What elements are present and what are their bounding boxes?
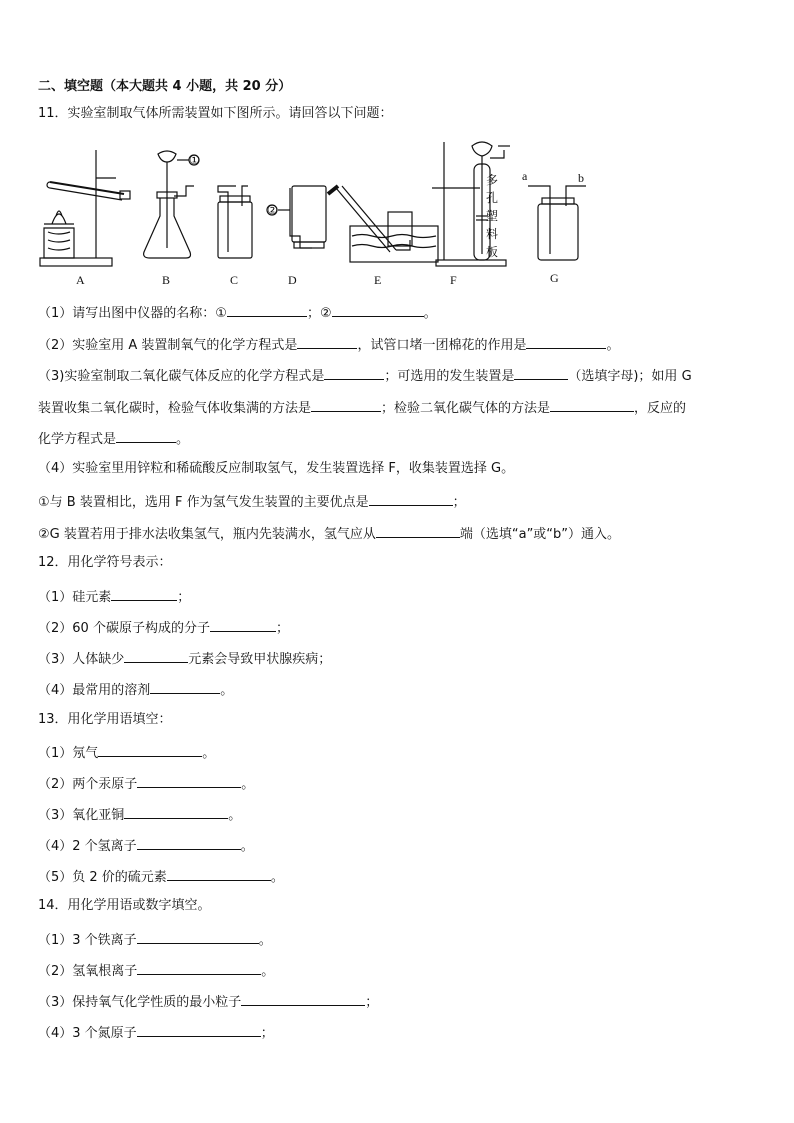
answer-blank[interactable]: [137, 929, 259, 944]
q11-p3-text-h: 。: [176, 432, 190, 447]
apparatus-f-drawing: [432, 142, 510, 266]
label-d: D: [288, 273, 297, 287]
q14-item-3: [38, 991, 378, 1012]
q11-p3-text-a: （3)实验室制取二氧化碳气体反应的化学方程式是: [38, 369, 325, 384]
q12-item-3-end: 元素会导致甲状腺疾病；: [188, 652, 332, 667]
answer-blank[interactable]: [241, 991, 365, 1006]
answer-blank[interactable]: [210, 617, 276, 632]
answer-blank[interactable]: [137, 960, 261, 975]
q14-item-3-text: （3）保持氧气化学性质的最小粒子: [38, 995, 242, 1010]
q14-item-4-text: （4）3 个氮原子: [38, 1026, 137, 1041]
q11-p3-text-d: 装置收集二氧化碳时，检验气体收集满的方法是: [38, 401, 312, 416]
q12-item-3: [38, 648, 331, 669]
apparatus-b-drawing: [144, 151, 199, 258]
answer-blank[interactable]: [514, 365, 568, 380]
apparatus-e-drawing: [328, 186, 438, 262]
label-a: A: [76, 273, 85, 287]
answer-blank[interactable]: [111, 586, 177, 601]
q11-p2-text-c: 。: [606, 338, 620, 353]
q13-item-3: [38, 804, 241, 825]
q11-stem: 11．实验室制取气体所需装置如下图所示。请回答以下问题：: [38, 106, 393, 121]
answer-blank[interactable]: [311, 397, 381, 412]
q13-stem: 13．用化学用语填空：: [38, 712, 172, 727]
answer-blank[interactable]: [137, 1022, 261, 1037]
q14-item-2-text: （2）氢氧根离子: [38, 964, 138, 979]
q11-part-4-2: [38, 523, 620, 544]
port-b-label: b: [578, 171, 584, 185]
q14-item-4: [38, 1022, 274, 1043]
q13-item-5-text: （5）负 2 价的硫元素: [38, 870, 167, 885]
apparatus-g-drawing: [528, 186, 586, 260]
marker-1: ①: [189, 153, 200, 167]
q11-part-1: [38, 302, 437, 323]
answer-blank[interactable]: [137, 773, 241, 788]
q13-item-5: [38, 866, 284, 887]
q14-stem: 14．用化学用语或数字填空。: [38, 898, 211, 913]
q11-part-2: [38, 334, 619, 355]
q12-item-4: [38, 679, 233, 700]
apparatus-d-drawing: [267, 186, 326, 248]
apparatus-c-drawing: [218, 186, 252, 258]
answer-blank[interactable]: [124, 648, 188, 663]
apparatus-figure: [38, 136, 598, 288]
answer-blank[interactable]: [324, 365, 384, 380]
q14-item-4-end: ；: [260, 1026, 274, 1041]
q13-item-2-text: （2）两个汞原子: [38, 777, 138, 792]
label-e: E: [374, 273, 382, 287]
q12-item-3-text: （3）人体缺少: [38, 652, 125, 667]
q11-p1-text-a: （1）请写出图中仪器的名称：①: [38, 306, 227, 321]
answer-blank[interactable]: [369, 491, 453, 506]
q11-p2-text-a: （2）实验室用 A 装置制氧气的化学方程式是: [38, 338, 298, 353]
q11-part-3-line-1: [38, 365, 692, 386]
answer-blank[interactable]: [116, 428, 176, 443]
q11-p3-text-e: ；检验二氧化碳气体的方法是: [381, 401, 551, 416]
port-a-label: a: [522, 169, 528, 183]
apparatus-a-drawing: [40, 150, 130, 266]
plate-text-1: 多: [486, 173, 499, 187]
plate-text-3: 塑: [486, 209, 499, 223]
q12-item-1-text: （1）硅元素: [38, 590, 112, 605]
answer-blank[interactable]: [137, 835, 241, 850]
q12-item-4-text: （4）最常用的溶剂: [38, 683, 151, 698]
q13-item-5-end: 。: [270, 870, 284, 885]
q14-item-1: [38, 929, 272, 950]
q11-p3-text-g: 化学方程式是: [38, 432, 117, 447]
q13-item-4: [38, 835, 254, 856]
q12-item-1: [38, 586, 190, 607]
marker-2: ②: [267, 203, 278, 217]
q13-item-2-end: 。: [241, 777, 255, 792]
q11-p3-text-f: ，反应的: [634, 401, 687, 416]
q11-p4-2-text-b: 端（选填“a”或“b”）通入。: [459, 527, 621, 542]
label-f: F: [450, 273, 457, 287]
label-b: B: [162, 273, 171, 287]
q11-p4-2-text-a: ②G 装置若用于排水法收集氢气，瓶内先装满水，氢气应从: [38, 527, 376, 542]
q14-item-2-end: 。: [261, 964, 275, 979]
answer-blank[interactable]: [526, 334, 606, 349]
q11-part-3-line-3: [38, 428, 189, 449]
q11-p4-1-text-a: ①与 B 装置相比，选用 F 作为氢气发生装置的主要优点是: [38, 495, 369, 510]
q12-stem: 12．用化学符号表示：: [38, 555, 172, 570]
answer-blank[interactable]: [332, 302, 424, 317]
q13-item-1-end: 。: [202, 746, 216, 761]
section-heading: 二、填空题（本大题共 4 小题，共 20 分）: [38, 79, 292, 94]
q11-p3-text-c: （选填字母)；如用 G: [568, 369, 692, 384]
q14-item-1-text: （1）3 个铁离子: [38, 933, 137, 948]
q12-item-4-end: 。: [220, 683, 234, 698]
q12-item-2-text: （2）60 个碳原子构成的分子: [38, 621, 210, 636]
q13-item-4-end: 。: [240, 839, 254, 854]
q11-p3-text-b: ；可选用的发生装置是: [384, 369, 515, 384]
q13-item-2: [38, 773, 254, 794]
answer-blank[interactable]: [297, 334, 357, 349]
q12-item-1-end: ；: [177, 590, 191, 605]
answer-blank[interactable]: [150, 679, 220, 694]
q13-item-3-text: （3）氧化亚铜: [38, 808, 125, 823]
q11-p1-text-b: ；②: [306, 306, 332, 321]
answer-blank[interactable]: [98, 742, 202, 757]
plate-text-5: 板: [486, 245, 499, 259]
q14-item-2: [38, 960, 274, 981]
label-c: C: [230, 273, 239, 287]
q11-part-3-line-2: [38, 397, 686, 418]
q14-item-1-end: 。: [258, 933, 272, 948]
q11-p2-text-b: ，试管口堵一团棉花的作用是: [357, 338, 527, 353]
q14-item-3-end: ；: [365, 995, 379, 1010]
answer-blank[interactable]: [376, 523, 460, 538]
label-g: G: [550, 271, 559, 285]
q11-part-4-1: [38, 491, 466, 512]
answer-blank[interactable]: [167, 866, 271, 881]
q12-item-2-end: ；: [275, 621, 289, 636]
q13-item-4-text: （4）2 个氢离子: [38, 839, 137, 854]
q12-item-2: [38, 617, 289, 638]
q11-p4-1-text-b: ；: [452, 495, 466, 510]
plate-text-4: 料: [486, 227, 499, 241]
q13-item-1-text: （1）氖气: [38, 746, 99, 761]
plate-text-2: 孔: [486, 191, 499, 205]
answer-blank[interactable]: [227, 302, 307, 317]
q13-item-1: [38, 742, 215, 763]
q11-part-4: （4）实验室里用锌粒和稀硫酸反应制取氢气，发生装置选择 F，收集装置选择 G。: [38, 461, 515, 476]
q11-p1-text-c: 。: [423, 306, 437, 321]
q13-item-3-end: 。: [228, 808, 242, 823]
answer-blank[interactable]: [124, 804, 228, 819]
answer-blank[interactable]: [550, 397, 634, 412]
